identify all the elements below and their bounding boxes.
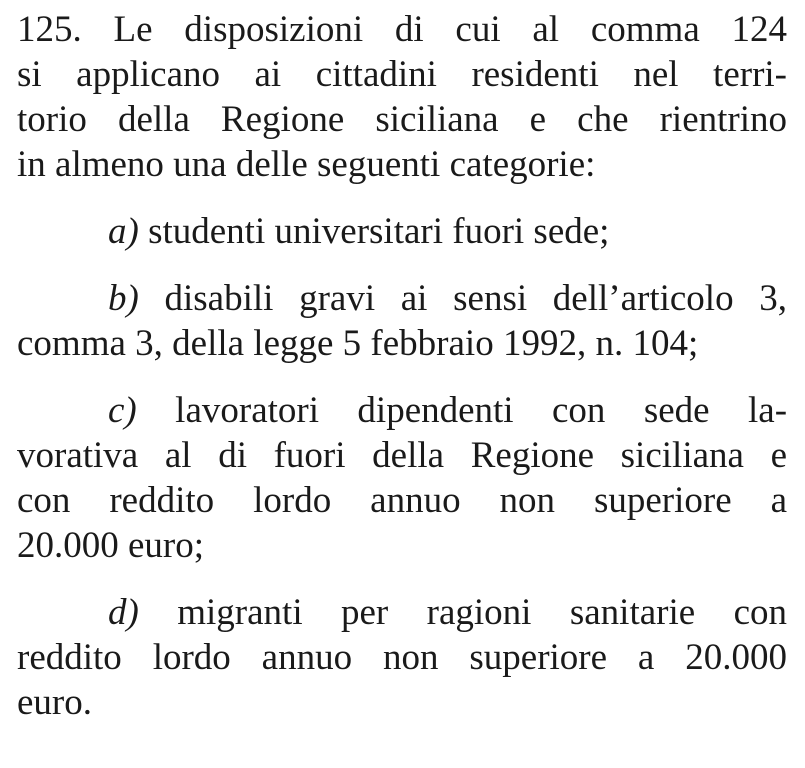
item-marker: d) (108, 592, 139, 633)
list-item-a (17, 209, 787, 254)
text-line (17, 388, 787, 433)
item-text: studenti universitari fuori sede; (148, 211, 610, 252)
text-line: comma 3, della legge 5 febbraio 1992, n. 104; (17, 323, 699, 364)
list-item-d (17, 590, 787, 725)
list-item-c (17, 388, 787, 568)
text-line: torio della Regione siciliana e che rientrino (17, 99, 787, 140)
item-marker: b) (108, 278, 139, 319)
text-line: in almeno una delle seguenti categorie: (17, 144, 596, 185)
item-marker: c) (108, 390, 137, 431)
item-text: lavoratori dipendenti con sede la- (175, 390, 788, 431)
text-line: reddito lordo annuo non superiore a 20.000 (17, 637, 787, 678)
text-line (17, 209, 787, 254)
text-line (17, 276, 787, 321)
text-line: con reddito lordo annuo non superiore a (17, 480, 787, 521)
text-line: 125. Le disposizioni di cui al comma 124 (17, 9, 787, 50)
item-text: migranti per ragioni sanitarie con (177, 592, 787, 633)
text-line: euro. (17, 682, 92, 723)
text-line: vorativa al di fuori della Regione siciliana e (17, 435, 787, 476)
list-item-b (17, 276, 787, 366)
text-line: 20.000 euro; (17, 525, 205, 566)
item-marker: a) (108, 211, 139, 252)
document-page (17, 0, 787, 725)
paragraph-125 (17, 7, 787, 187)
text-line (17, 590, 787, 635)
item-text: disabili gravi ai sensi dell’articolo 3, (164, 278, 787, 319)
text-line: si applicano ai cittadini residenti nel terri- (17, 54, 787, 95)
